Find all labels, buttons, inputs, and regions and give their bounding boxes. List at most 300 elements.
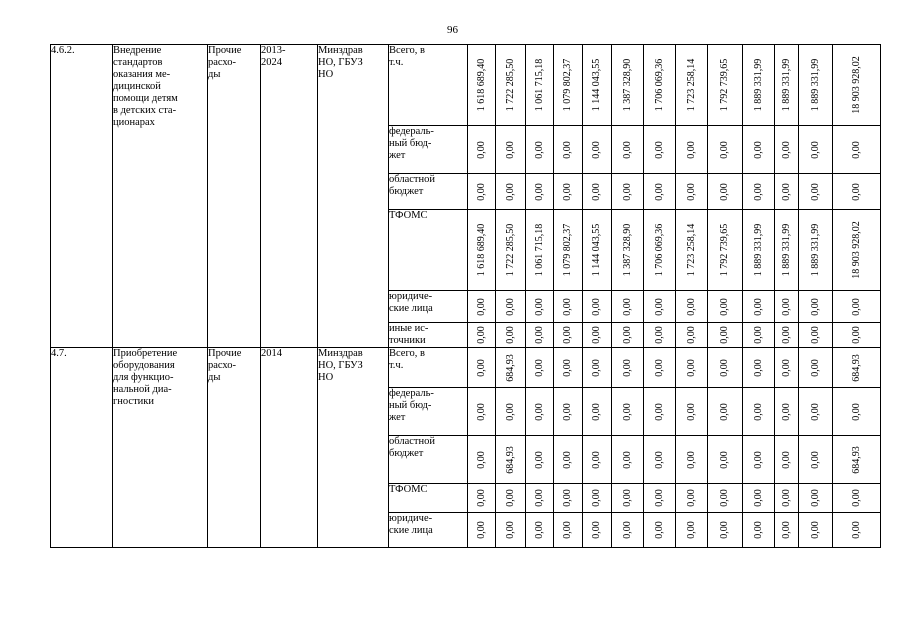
value-text: 0,00 — [591, 140, 602, 159]
value-text: 0,00 — [562, 450, 573, 469]
item-code: 4.6.2. — [51, 45, 113, 348]
value-cell — [554, 210, 583, 291]
value-cell — [468, 45, 496, 126]
value-text: 0,00 — [719, 140, 730, 159]
value-cell — [833, 323, 881, 348]
value-cell — [583, 126, 612, 174]
funding-source-line: юридиче- — [389, 513, 433, 524]
expense-type-line: расхо- — [208, 360, 237, 371]
value-text: 0,00 — [809, 450, 821, 469]
value-cell — [554, 126, 583, 174]
executor — [318, 45, 389, 348]
item-name — [113, 348, 208, 548]
value-cell — [775, 210, 799, 291]
value-cell — [612, 45, 644, 126]
value-text: 1 387 328,90 — [621, 223, 633, 277]
value-cell — [833, 291, 881, 323]
value-text: 0,00 — [850, 489, 862, 507]
value-text: 18 903 928,02 — [850, 56, 862, 114]
value-text: 0,00 — [591, 182, 602, 201]
item-name-line: стандартов — [113, 57, 163, 68]
item-name-line: в детских ста- — [113, 105, 177, 116]
value-cell — [496, 388, 526, 436]
value-text: 1 889 331,99 — [780, 223, 792, 277]
value-cell — [526, 174, 554, 210]
value-text: 0,00 — [591, 297, 602, 316]
value-cell — [676, 436, 708, 484]
table-row — [51, 45, 881, 126]
value-cell — [468, 348, 496, 388]
value-cell — [644, 323, 676, 348]
page-number: 96 — [447, 24, 458, 36]
value-cell — [612, 126, 644, 174]
value-text: 1 889 331,99 — [752, 58, 764, 112]
item-name-line: дицинской — [113, 81, 161, 92]
value-text: 0,00 — [850, 326, 862, 344]
funding-source-line: Всего, в — [389, 348, 425, 359]
value-text: 0,00 — [719, 489, 730, 507]
value-text: 1 061 715,18 — [533, 58, 545, 112]
funding-source-line: т.ч. — [389, 360, 404, 371]
value-text: 0,00 — [685, 402, 697, 421]
value-cell — [743, 513, 775, 548]
value-text: 0,00 — [752, 450, 764, 469]
value-cell — [676, 513, 708, 548]
value-text: 1 722 285,50 — [504, 223, 516, 277]
value-cell — [583, 388, 612, 436]
value-cell — [743, 436, 775, 484]
value-text: 0,00 — [780, 450, 792, 469]
funding-source-line: юридиче- — [389, 291, 433, 302]
funding-source-line: жет — [389, 412, 406, 423]
value-text: 0,00 — [591, 402, 602, 421]
value-text: 0,00 — [719, 450, 730, 469]
value-cell — [708, 388, 743, 436]
value-text: 1 079 802,37 — [562, 223, 573, 277]
value-cell — [799, 388, 833, 436]
value-cell — [833, 45, 881, 126]
funding-source-line: ТФОМС — [389, 210, 428, 221]
value-cell — [526, 484, 554, 513]
value-text: 0,00 — [653, 402, 665, 421]
value-text: 0,00 — [562, 182, 573, 201]
value-text: 0,00 — [562, 297, 573, 316]
item-code: 4.7. — [51, 348, 113, 548]
expense-type — [208, 45, 261, 348]
value-cell — [799, 126, 833, 174]
value-text: 0,00 — [685, 182, 697, 201]
value-text: 0,00 — [591, 489, 602, 507]
value-text: 0,00 — [809, 326, 821, 344]
value-text: 0,00 — [562, 140, 573, 159]
value-cell — [583, 513, 612, 548]
value-text: 0,00 — [850, 140, 862, 159]
value-text: 0,00 — [562, 402, 573, 421]
value-text: 0,00 — [719, 326, 730, 344]
value-text: 0,00 — [591, 358, 602, 377]
value-cell — [644, 484, 676, 513]
funding-source-line: ный бюд- — [389, 400, 432, 411]
value-cell — [496, 291, 526, 323]
years-line: 2014 — [261, 348, 282, 359]
value-cell — [775, 436, 799, 484]
value-text: 0,00 — [685, 140, 697, 159]
value-text: 0,00 — [562, 326, 573, 344]
value-text: 0,00 — [752, 140, 764, 159]
item-name — [113, 45, 208, 348]
value-text: 0,00 — [752, 358, 764, 377]
expense-type-line: Прочие — [208, 45, 242, 56]
value-text: 0,00 — [685, 358, 697, 377]
value-cell — [676, 174, 708, 210]
value-cell — [676, 323, 708, 348]
value-text: 0,00 — [475, 450, 487, 469]
value-cell — [743, 323, 775, 348]
value-cell — [612, 513, 644, 548]
value-text: 0,00 — [533, 326, 545, 344]
value-cell — [496, 210, 526, 291]
funding-source — [389, 45, 468, 126]
value-text: 0,00 — [719, 297, 730, 316]
funding-source — [389, 388, 468, 436]
funding-source-line: областной — [389, 174, 435, 185]
value-text: 0,00 — [621, 182, 633, 201]
value-text: 0,00 — [653, 521, 665, 539]
value-text: 0,00 — [752, 402, 764, 421]
value-cell — [708, 484, 743, 513]
funding-source-line: бюджет — [389, 186, 424, 197]
value-text: 0,00 — [533, 140, 545, 159]
value-cell — [708, 513, 743, 548]
value-cell — [833, 513, 881, 548]
value-cell — [468, 388, 496, 436]
value-text: 0,00 — [719, 402, 730, 421]
value-cell — [743, 348, 775, 388]
value-cell — [526, 388, 554, 436]
value-text: 1 387 328,90 — [621, 58, 633, 112]
value-text: 0,00 — [809, 358, 821, 377]
value-text: 0,00 — [752, 326, 764, 344]
value-cell — [554, 388, 583, 436]
value-text: 0,00 — [621, 402, 633, 421]
value-cell — [799, 436, 833, 484]
value-cell — [583, 210, 612, 291]
value-text: 0,00 — [475, 489, 487, 507]
value-text: 1 889 331,99 — [809, 58, 821, 112]
value-cell — [496, 436, 526, 484]
value-cell — [676, 291, 708, 323]
funding-source-line: ТФОМС — [389, 484, 428, 495]
value-text: 0,00 — [533, 450, 545, 469]
funding-source-line: жет — [389, 150, 406, 161]
value-text: 0,00 — [653, 489, 665, 507]
value-cell — [583, 436, 612, 484]
expense-type-line: Прочие — [208, 348, 242, 359]
executor-line: НО, ГБУЗ — [318, 360, 363, 371]
value-cell — [644, 291, 676, 323]
value-text: 0,00 — [621, 140, 633, 159]
value-text: 0,00 — [562, 521, 573, 539]
value-cell — [468, 291, 496, 323]
value-cell — [708, 210, 743, 291]
funding-source — [389, 348, 468, 388]
funding-source-line: ские лица — [389, 303, 433, 314]
value-cell — [676, 388, 708, 436]
value-cell — [612, 210, 644, 291]
value-cell — [554, 513, 583, 548]
value-cell — [496, 513, 526, 548]
value-cell — [526, 513, 554, 548]
value-cell — [775, 174, 799, 210]
value-text: 0,00 — [653, 297, 665, 316]
value-cell — [468, 484, 496, 513]
value-cell — [583, 323, 612, 348]
value-cell — [644, 126, 676, 174]
value-text: 0,00 — [533, 402, 545, 421]
value-text: 0,00 — [504, 182, 516, 201]
item-name-line: для функцио- — [113, 372, 174, 383]
value-text: 1 618 689,40 — [475, 223, 487, 277]
value-text: 0,00 — [752, 297, 764, 316]
value-cell — [799, 484, 833, 513]
value-text: 18 903 928,02 — [850, 221, 862, 279]
years — [261, 348, 318, 548]
item-name-line: Приобретение — [113, 348, 178, 359]
executor-line: Минздрав — [318, 348, 363, 359]
value-cell — [526, 45, 554, 126]
value-cell — [799, 210, 833, 291]
value-cell — [833, 126, 881, 174]
value-cell — [644, 210, 676, 291]
funding-source — [389, 291, 468, 323]
value-text: 0,00 — [719, 182, 730, 201]
value-cell — [676, 348, 708, 388]
value-text: 1 144 043,55 — [591, 223, 602, 277]
item-name-line: оказания ме- — [113, 69, 171, 80]
value-text: 0,00 — [809, 297, 821, 316]
funding-source-line: т.ч. — [389, 57, 404, 68]
value-cell — [612, 436, 644, 484]
value-cell — [708, 126, 743, 174]
value-text: 0,00 — [809, 402, 821, 421]
value-text: 0,00 — [850, 297, 862, 316]
value-text: 0,00 — [752, 521, 764, 539]
value-cell — [496, 323, 526, 348]
funding-source-line: федераль- — [389, 126, 434, 137]
value-cell — [496, 174, 526, 210]
value-cell — [468, 436, 496, 484]
value-text: 0,00 — [621, 297, 633, 316]
value-cell — [743, 388, 775, 436]
item-name-line: оборудования — [113, 360, 175, 371]
value-cell — [775, 126, 799, 174]
value-text: 0,00 — [533, 489, 545, 507]
value-text: 1 079 802,37 — [562, 58, 573, 112]
value-cell — [583, 45, 612, 126]
value-text: 1 144 043,55 — [591, 58, 602, 112]
value-text: 0,00 — [621, 358, 633, 377]
value-text: 0,00 — [780, 358, 792, 377]
value-cell — [526, 436, 554, 484]
funding-source-line: точники — [389, 335, 426, 346]
value-text: 0,00 — [685, 297, 697, 316]
value-text: 0,00 — [719, 358, 730, 377]
value-text: 0,00 — [591, 521, 602, 539]
funding-source-line: ный бюд- — [389, 138, 432, 149]
value-cell — [583, 291, 612, 323]
value-cell — [799, 513, 833, 548]
value-text: 0,00 — [504, 402, 516, 421]
value-cell — [743, 45, 775, 126]
value-cell — [743, 210, 775, 291]
value-cell — [799, 348, 833, 388]
value-cell — [676, 45, 708, 126]
value-cell — [799, 323, 833, 348]
item-name-line: нальной диа- — [113, 384, 172, 395]
funding-source — [389, 126, 468, 174]
value-cell — [833, 436, 881, 484]
value-cell — [775, 323, 799, 348]
funding-source-line: Всего, в — [389, 45, 425, 56]
value-cell — [468, 513, 496, 548]
value-cell — [833, 210, 881, 291]
value-text: 0,00 — [653, 182, 665, 201]
value-text: 0,00 — [850, 521, 862, 539]
item-name-line: гностики — [113, 396, 155, 407]
value-cell — [612, 291, 644, 323]
value-cell — [644, 388, 676, 436]
value-text: 1 889 331,99 — [809, 223, 821, 277]
funding-source — [389, 323, 468, 348]
funding-source-line: ские лица — [389, 525, 433, 536]
value-cell — [799, 45, 833, 126]
value-cell — [644, 436, 676, 484]
funding-source-line: бюджет — [389, 448, 424, 459]
value-cell — [708, 174, 743, 210]
expense-type-line: расхо- — [208, 57, 237, 68]
value-cell — [612, 348, 644, 388]
funding-source — [389, 484, 468, 513]
value-text: 0,00 — [653, 326, 665, 344]
value-text: 0,00 — [504, 489, 516, 507]
funding-source — [389, 210, 468, 291]
value-text: 0,00 — [533, 358, 545, 377]
value-text: 0,00 — [719, 521, 730, 539]
value-cell — [526, 291, 554, 323]
executor-line: НО — [318, 372, 334, 383]
value-cell — [799, 174, 833, 210]
value-cell — [554, 174, 583, 210]
value-text: 0,00 — [504, 297, 516, 316]
value-text: 0,00 — [504, 140, 516, 159]
value-text: 1 723 258,14 — [685, 58, 697, 112]
value-cell — [676, 210, 708, 291]
funding-source — [389, 174, 468, 210]
value-text: 0,00 — [752, 489, 764, 507]
value-text: 0,00 — [780, 140, 792, 159]
value-text: 0,00 — [809, 521, 821, 539]
funding-source-line: иные ис- — [389, 323, 429, 334]
executor-line: НО — [318, 69, 334, 80]
value-text: 0,00 — [475, 402, 487, 421]
years-line: 2024 — [261, 57, 282, 68]
value-text: 0,00 — [475, 358, 487, 377]
value-text: 0,00 — [621, 489, 633, 507]
value-text: 1 618 689,40 — [475, 58, 487, 112]
value-cell — [496, 484, 526, 513]
value-text: 0,00 — [621, 450, 633, 469]
value-cell — [526, 210, 554, 291]
value-text: 0,00 — [621, 521, 633, 539]
value-cell — [468, 323, 496, 348]
value-text: 0,00 — [533, 297, 545, 316]
value-text: 1 792 739,65 — [719, 58, 730, 112]
executor-line: НО, ГБУЗ — [318, 57, 363, 68]
value-text: 684,93 — [504, 353, 516, 382]
value-cell — [708, 436, 743, 484]
value-cell — [833, 174, 881, 210]
value-cell — [583, 484, 612, 513]
value-cell — [526, 323, 554, 348]
value-cell — [583, 348, 612, 388]
value-text: 0,00 — [504, 326, 516, 344]
value-cell — [743, 126, 775, 174]
value-cell — [526, 348, 554, 388]
value-text: 0,00 — [685, 326, 697, 344]
item-name-line: Внедрение — [113, 45, 162, 56]
value-cell — [708, 291, 743, 323]
value-cell — [612, 323, 644, 348]
value-text: 0,00 — [850, 402, 862, 421]
value-text: 1 723 258,14 — [685, 223, 697, 277]
value-cell — [612, 388, 644, 436]
value-cell — [775, 348, 799, 388]
value-cell — [612, 484, 644, 513]
value-cell — [775, 388, 799, 436]
value-text: 0,00 — [533, 521, 545, 539]
expense-type-line: ды — [208, 372, 221, 383]
value-text: 0,00 — [562, 489, 573, 507]
value-text: 0,00 — [685, 521, 697, 539]
years-line: 2013- — [261, 45, 286, 56]
value-text: 0,00 — [621, 326, 633, 344]
value-cell — [743, 174, 775, 210]
value-cell — [775, 513, 799, 548]
value-text: 684,93 — [850, 445, 862, 474]
value-text: 0,00 — [653, 358, 665, 377]
value-text: 1 706 069,36 — [653, 58, 665, 112]
value-text: 1 061 715,18 — [533, 223, 545, 277]
expense-type-line: ды — [208, 69, 221, 80]
value-cell — [743, 291, 775, 323]
value-text: 0,00 — [475, 140, 487, 159]
value-cell — [612, 174, 644, 210]
value-cell — [554, 323, 583, 348]
value-cell — [554, 436, 583, 484]
years — [261, 45, 318, 348]
value-cell — [676, 484, 708, 513]
value-text: 0,00 — [591, 326, 602, 344]
value-cell — [644, 45, 676, 126]
expense-type — [208, 348, 261, 548]
executor-line: Минздрав — [318, 45, 363, 56]
value-text: 0,00 — [591, 450, 602, 469]
value-cell — [496, 126, 526, 174]
value-cell — [468, 210, 496, 291]
table-row — [51, 348, 881, 388]
value-text: 0,00 — [685, 450, 697, 469]
value-text: 1 889 331,99 — [752, 223, 764, 277]
